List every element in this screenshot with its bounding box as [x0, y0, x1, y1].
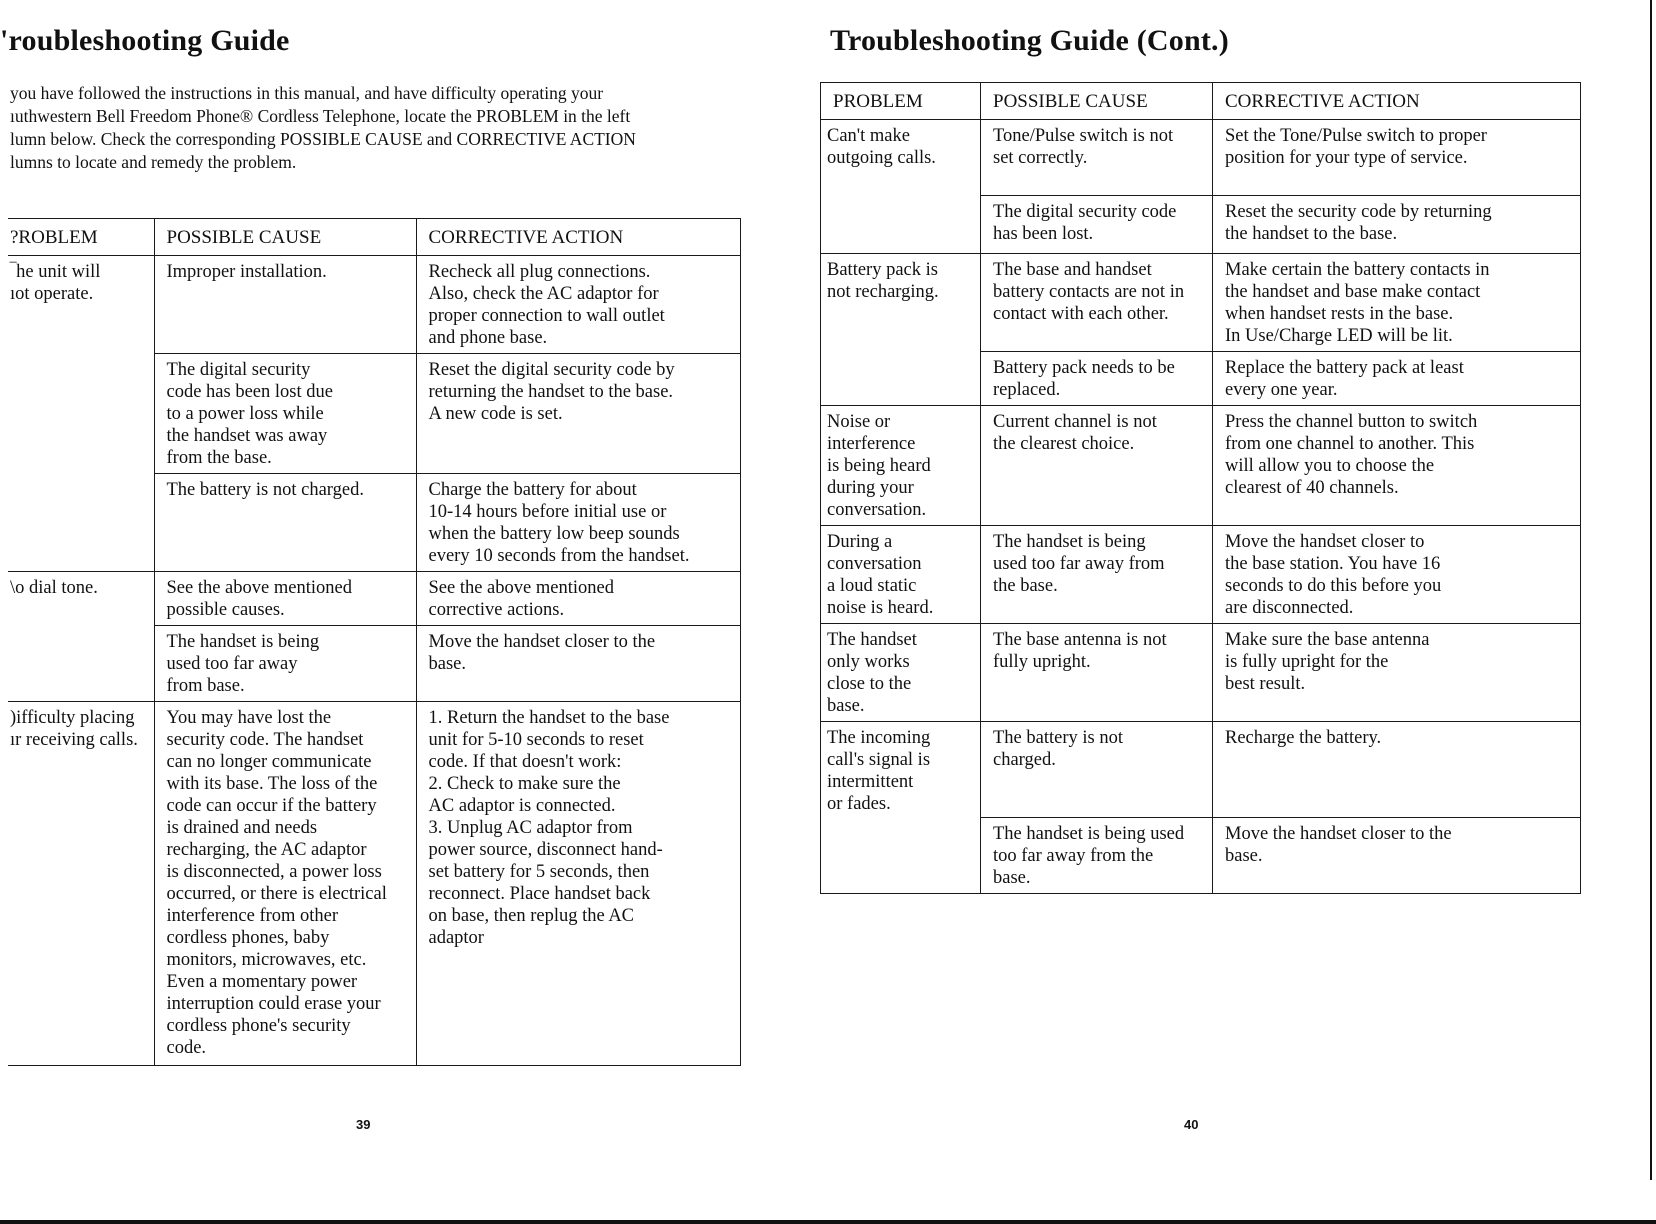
text-line: Noise or [827, 412, 891, 432]
text-line: base. [1225, 846, 1263, 866]
text-line: See the above mentioned [428, 578, 614, 598]
text-line: is disconnected, a power loss [166, 862, 382, 882]
corrective-action-cell [1213, 254, 1581, 352]
text-line: The battery is not [993, 728, 1123, 748]
table-header-row [8, 219, 740, 256]
problem-cell [821, 722, 981, 894]
text-line: Reset the security code by returning [1225, 202, 1492, 222]
table-row [821, 722, 1581, 818]
text-line: During a [827, 532, 893, 552]
text-line: proper connection to wall outlet [428, 306, 665, 326]
header-possible-cause: POSSIBLE CAUSE [154, 219, 416, 256]
possible-cause-cell [981, 120, 1213, 196]
text-line: the base station. You have 16 [1225, 554, 1441, 574]
possible-cause-cell [981, 526, 1213, 624]
troubleshooting-table [820, 82, 1581, 894]
text-line: position for your type of service. [1225, 148, 1468, 168]
text-line: from base. [166, 676, 245, 696]
text-line: or fades. [827, 794, 891, 814]
text-line: ıot operate. [10, 284, 94, 304]
intro-line: lumns to locate and remedy the problem. [10, 152, 297, 172]
text-line: close to the [827, 674, 912, 694]
problem-cell [821, 254, 981, 406]
text-line: Can't make [827, 126, 910, 146]
text-line: the handset and base make contact [1225, 282, 1481, 302]
header-corrective-action: CORRECTIVE ACTION [1213, 83, 1581, 120]
text-line: ‾he unit will [10, 262, 101, 282]
text-line: code. [166, 1038, 207, 1058]
text-line: contact with each other. [993, 304, 1169, 324]
text-line: intermittent [827, 772, 914, 792]
text-line: cordless phones, baby [166, 928, 330, 948]
text-line: Battery pack needs to be [993, 358, 1175, 378]
text-line: can no longer communicate [166, 752, 372, 772]
table-row [821, 406, 1581, 526]
text-line: not recharging. [827, 282, 939, 302]
text-line: corrective actions. [428, 600, 565, 620]
text-line: The handset is being used [993, 824, 1185, 844]
text-line: Replace the battery pack at least [1225, 358, 1464, 378]
text-line: )ifficulty placing [10, 708, 135, 728]
text-line: power source, disconnect hand- [428, 840, 663, 860]
text-line: security code. The handset [166, 730, 364, 750]
text-line: noise is heard. [827, 598, 934, 618]
text-line: See the above mentioned [166, 578, 352, 598]
text-line: Make certain the battery contacts in [1225, 260, 1490, 280]
text-line: code can occur if the battery [166, 796, 377, 816]
text-line: code has been lost due [166, 382, 333, 402]
problem-cell [8, 572, 154, 702]
problem-cell [8, 702, 154, 1066]
corrective-action-cell [416, 702, 740, 1066]
text-line: Improper installation. [166, 262, 327, 282]
problem-cell [821, 526, 981, 624]
text-line: from the base. [166, 448, 272, 468]
text-line: outgoing calls. [827, 148, 936, 168]
table-row [821, 624, 1581, 722]
corrective-action-cell [416, 354, 740, 474]
text-line: code. If that doesn't work: [428, 752, 622, 772]
corrective-action-cell [416, 626, 740, 702]
text-line: Recharge the battery. [1225, 728, 1382, 748]
page-title: Troubleshooting Guide (Cont.) [830, 24, 1229, 57]
text-line: call's signal is [827, 750, 931, 770]
possible-cause-cell [154, 626, 416, 702]
corrective-action-cell [1213, 196, 1581, 254]
text-line: ır receiving calls. [10, 730, 138, 750]
corrective-action-cell [416, 256, 740, 354]
table-row [821, 526, 1581, 624]
text-line: base. [993, 868, 1031, 888]
possible-cause-cell [981, 196, 1213, 254]
table-header-row [821, 83, 1581, 120]
problem-cell [8, 256, 154, 572]
text-line: set correctly. [993, 148, 1088, 168]
scan-edge-rule [1650, 0, 1652, 1180]
problem-cell [821, 624, 981, 722]
table-row [821, 120, 1581, 196]
corrective-action-cell [1213, 624, 1581, 722]
text-line: set battery for 5 seconds, then [428, 862, 650, 882]
text-line: on base, then replug the AC [428, 906, 635, 926]
possible-cause-cell [154, 256, 416, 354]
header-problem: ?ROBLEM [8, 219, 154, 256]
text-line: base. [428, 654, 466, 674]
text-line: the handset to the base. [1225, 224, 1398, 244]
text-line: Battery pack is [827, 260, 938, 280]
text-line: The handset is being [166, 632, 320, 652]
text-line: The digital security [166, 360, 311, 380]
possible-cause-cell [981, 722, 1213, 818]
text-line: too far away from the [993, 846, 1154, 866]
text-line: Move the handset closer to the [428, 632, 656, 652]
text-line: is fully upright for the [1225, 652, 1389, 672]
text-line: The base antenna is not [993, 630, 1167, 650]
text-line: are disconnected. [1225, 598, 1354, 618]
text-line: Current channel is not [993, 412, 1157, 432]
text-line: used too far away from [993, 554, 1165, 574]
problem-cell [821, 120, 981, 254]
text-line: is being heard [827, 456, 931, 476]
text-line: when handset rests in the base. [1225, 304, 1454, 324]
text-line: the handset was away [166, 426, 328, 446]
text-line: Charge the battery for about [428, 480, 637, 500]
text-line: base. [827, 696, 865, 716]
text-line: 1. Return the handset to the base [428, 708, 670, 728]
text-line: The digital security code [993, 202, 1177, 222]
page-39 [0, 0, 760, 1224]
text-line: Recheck all plug connections. [428, 262, 651, 282]
text-line: replaced. [993, 380, 1061, 400]
possible-cause-cell [154, 474, 416, 572]
possible-cause-cell [981, 818, 1213, 894]
intro-line: lumn below. Check the corresponding POSSIBLE CAUSE and CORRECTIVE ACTION [10, 129, 636, 149]
text-line: every 10 seconds from the handset. [428, 546, 690, 566]
text-line: You may have lost the [166, 708, 332, 728]
intro-line: ıuthwestern Bell Freedom Phone® Cordless Telephone, locate the PROBLEM in the left [10, 106, 631, 126]
text-line: The base and handset [993, 260, 1152, 280]
page-number: 40 [1184, 1117, 1199, 1132]
text-line: every one year. [1225, 380, 1338, 400]
possible-cause-cell [981, 406, 1213, 526]
text-line: conversation. [827, 500, 927, 520]
text-line: 2. Check to make sure the [428, 774, 621, 794]
intro-line: you have followed the instructions in this manual, and have difficulty operating your [10, 83, 604, 103]
text-line: is drained and needs [166, 818, 318, 838]
intro-paragraph [10, 82, 750, 174]
text-line: best result. [1225, 674, 1306, 694]
text-line: Press the channel button to switch [1225, 412, 1478, 432]
text-line: a loud static [827, 576, 917, 596]
text-line: the base. [993, 576, 1058, 596]
text-line: possible causes. [166, 600, 285, 620]
text-line: to a power loss while [166, 404, 324, 424]
text-line: with its base. The loss of the [166, 774, 378, 794]
table-row [821, 254, 1581, 352]
text-line: interference from other [166, 906, 339, 926]
header-possible-cause: POSSIBLE CAUSE [981, 83, 1213, 120]
text-line: Move the handset closer to the [1225, 824, 1452, 844]
text-line: conversation [827, 554, 922, 574]
header-corrective-action: CORRECTIVE ACTION [416, 219, 740, 256]
possible-cause-cell [981, 624, 1213, 722]
text-line: In Use/Charge LED will be lit. [1225, 326, 1453, 346]
corrective-action-cell [1213, 352, 1581, 406]
text-line: AC adaptor is connected. [428, 796, 616, 816]
text-line: \o dial tone. [10, 578, 98, 598]
text-line: Set the Tone/Pulse switch to proper [1225, 126, 1487, 146]
corrective-action-cell [1213, 406, 1581, 526]
text-line: A new code is set. [428, 404, 563, 424]
text-line: The battery is not charged. [166, 480, 364, 500]
text-line: cordless phone's security [166, 1016, 351, 1036]
corrective-action-cell [1213, 818, 1581, 894]
text-line: adaptor [428, 928, 484, 948]
text-line: during your [827, 478, 914, 498]
corrective-action-cell [1213, 722, 1581, 818]
page-40 [810, 0, 1610, 1224]
possible-cause-cell [154, 702, 416, 1066]
text-line: interruption could erase your [166, 994, 381, 1014]
possible-cause-cell [154, 572, 416, 626]
table-row [8, 702, 740, 1066]
header-problem: PROBLEM [821, 83, 981, 120]
text-line: charged. [993, 750, 1056, 770]
text-line: and phone base. [428, 328, 548, 348]
possible-cause-cell [981, 352, 1213, 406]
text-line: Make sure the base antenna [1225, 630, 1430, 650]
text-line: from one channel to another. This [1225, 434, 1475, 454]
scan-edge-rule [0, 1220, 1656, 1224]
text-line: will allow you to choose the [1225, 456, 1435, 476]
text-line: monitors, microwaves, etc. [166, 950, 367, 970]
text-line: seconds to do this before you [1225, 576, 1442, 596]
text-line: The handset is being [993, 532, 1146, 552]
text-line: Even a momentary power [166, 972, 358, 992]
text-line: returning the handset to the base. [428, 382, 674, 402]
corrective-action-cell [416, 474, 740, 572]
table-row [8, 572, 740, 626]
text-line: fully upright. [993, 652, 1091, 672]
corrective-action-cell [416, 572, 740, 626]
text-line: 10-14 hours before initial use or [428, 502, 667, 522]
text-line: unit for 5-10 seconds to reset [428, 730, 644, 750]
table-row [8, 256, 740, 354]
text-line: battery contacts are not in [993, 282, 1185, 302]
text-line: 3. Unplug AC adaptor from [428, 818, 633, 838]
text-line: only works [827, 652, 910, 672]
problem-cell [821, 406, 981, 526]
troubleshooting-table [8, 218, 741, 1066]
text-line: Also, check the AC adaptor for [428, 284, 659, 304]
text-line: has been lost. [993, 224, 1094, 244]
corrective-action-cell [1213, 526, 1581, 624]
corrective-action-cell [1213, 120, 1581, 196]
text-line: Tone/Pulse switch is not [993, 126, 1174, 146]
text-line: interference [827, 434, 916, 454]
text-line: when the battery low beep sounds [428, 524, 680, 544]
text-line: used too far away [166, 654, 298, 674]
text-line: recharging, the AC adaptor [166, 840, 367, 860]
possible-cause-cell [154, 354, 416, 474]
possible-cause-cell [981, 254, 1213, 352]
text-line: the clearest choice. [993, 434, 1135, 454]
text-line: clearest of 40 channels. [1225, 478, 1399, 498]
text-line: occurred, or there is electrical [166, 884, 387, 904]
page-number: 39 [356, 1117, 371, 1132]
page-title: 'roubleshooting Guide [0, 24, 290, 57]
text-line: The incoming [827, 728, 931, 748]
text-line: Move the handset closer to [1225, 532, 1425, 552]
text-line: reconnect. Place handset back [428, 884, 651, 904]
text-line: The handset [827, 630, 917, 650]
text-line: Reset the digital security code by [428, 360, 675, 380]
